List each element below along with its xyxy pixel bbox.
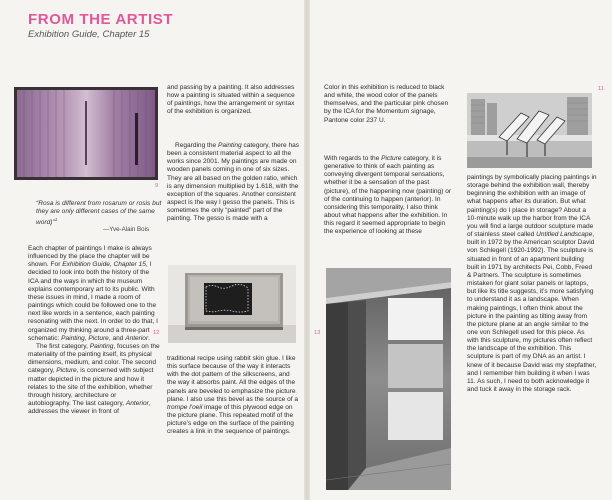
body-text-italic: Picture — [381, 155, 402, 162]
body-text: , is concerned with subject matter depicted in the picture and how it relates to the site of the exhibition, whether through history, architecture or autobiography. The last category, — [28, 367, 154, 407]
body-text: , addresses the viewer in front of — [28, 399, 151, 416]
body-text-italic: Anterior — [125, 334, 149, 342]
column-2-text-mid — [167, 142, 299, 224]
figure-canvas-panel — [168, 265, 296, 343]
body-text: , — [84, 334, 89, 342]
column-4-text — [467, 174, 597, 394]
body-text-italic: Anterior — [125, 399, 149, 407]
pull-quote — [36, 200, 164, 228]
body-text: With regards to the — [324, 155, 382, 162]
body-text: Color in this exhibition is reduced to black and white, the wood color of the panels themselves, and the particular pink chosen by the ICA for the Momentum signage, Pantone color 237 U. — [324, 84, 449, 124]
body-text-italic: Picture — [56, 367, 77, 375]
figure-outdoor-sculpture — [467, 93, 592, 168]
body-text: Regarding the — [175, 142, 218, 149]
body-text: , I decided to look into both the history of the ICA and the ways in which the museum explains contemporary art to its public. With these issues in mind, I made a room of paintings which could be followed one to the next like words in a sentence, each painting resonating with the next. In order to do that, I organized my thinking around a three-part schematic: — [28, 261, 158, 342]
body-text-italic: trompe l’oeil — [167, 403, 203, 411]
body-text: category, it is generative to think of each painting as conveying divergent temporal sensations, whether it be a sensation of the past (picture), of the happening now (painting) or of the continuing to happen (anterior). In considering this temporality, I also think about what happens after the exhibition. In this regard it seemed appropriate to begin the experience of looking at these — [324, 155, 452, 236]
section-title: FROM THE ARTIST — [28, 11, 174, 28]
body-text: image of this plywood edge on the picture plane. This repeated motif of the picture’s edge on the surface of the painting creates a link in the sequence of paintings. — [167, 403, 294, 436]
body-text-italic: Painting — [89, 342, 114, 350]
body-text: traditional recipe using rabbit skin glue. I like this surface because of the way it interacts with the dot pattern of the silkscreens, and the way it absorbs paint. All the edges of the panels are beveled to emphasize the picture plane. I also use this bevel as the source of a — [167, 355, 299, 403]
figure-number: 11 — [598, 86, 604, 92]
quote-attribution: —Yve-Alain Bois — [103, 226, 150, 233]
figure-number: 13 — [314, 330, 321, 336]
body-text: , focuses on the materiality of the painting itself, its physical dimensions, medium, and color. The second category, — [28, 342, 160, 375]
body-text-italic: Exhibition Guide, Chapter 15 — [62, 261, 146, 269]
body-text: paintings by symbolically placing paintings in storage behind the exhibition wall, thereby beginning the exhibition with an image of what happens after its duration. But what painting(s) do I place in storage? About a 10-minute walk up the harbor from the ICA you will find a large outdoor sculpture made of stainless steel called — [467, 174, 597, 239]
figure-number: 12 — [153, 330, 160, 336]
column-2-text-bottom — [167, 355, 299, 437]
page-gutter — [304, 0, 310, 500]
body-text: The first category, — [36, 342, 90, 350]
body-text-italic: Untitled Landscape — [536, 231, 593, 239]
body-text: Each chapter of paintings I make is always influenced by the place the chapter will be shown. For — [28, 245, 152, 269]
quote-footnote: 1 — [54, 217, 58, 223]
column-3-text-top — [324, 84, 452, 125]
figure-purple-painting — [14, 87, 158, 180]
column-1-text — [28, 245, 160, 416]
quote-text: “Rosa is different from rosarum or rosis but they are only different cases of the same word)” — [36, 200, 162, 227]
body-text: . — [148, 334, 150, 342]
body-text: and passing by a painting. It also addresses how a painting is situated within a sequence of paintings, how the arrangement or syntax of the exhibition is organized. — [167, 84, 295, 116]
figure-number: 9 — [155, 183, 159, 189]
body-text: , built in 1972 by the American sculptor David von Schlegell (1920-1992). The sculpture is situated in front of an apartment building built in 1971 by architects Pei, Cobb, Freed & Partners. The sculpture is sometimes mistaken for giant solar panels or laptops, but like its title suggests, it’s more satisfying to understand it as a landscape. When making paintings, I often think about the picture in the painting as tilting away from the picture plane at an angle similar to the one von Schlegell used for this piece. As with this sculpture, my pictures often reflect the landscape of the exhibition. This sculpture is part of my DNA as an artist. I knew of it because David was my stepfather, and I remember him building it when I was 11. As such, I need to both acknowledge it and tuck it away in the storage rack. — [467, 231, 597, 394]
body-text-italic: Painting — [217, 142, 242, 149]
body-text: category, there has been a consistent material aspect to all the works since 2001. My paintings are made on wooden panels coming in one of six sizes. They are all based on the golden ratio, which is any dimension multiplied by 1.618, with the exception of the squares. Another consistent aspect is the way I gesso the panels. This is sometimes the only “painted” part of the painting. The gesso is made with a — [167, 142, 300, 223]
figure-interior-installation — [326, 268, 451, 490]
column-3-text-mid — [324, 155, 452, 237]
body-text-italic: Picture — [88, 334, 109, 342]
body-text: , and — [108, 334, 126, 342]
column-2-text-top — [167, 84, 299, 117]
body-text-italic: Painting — [61, 334, 85, 342]
section-subtitle: Exhibition Guide, Chapter 15 — [28, 29, 150, 40]
